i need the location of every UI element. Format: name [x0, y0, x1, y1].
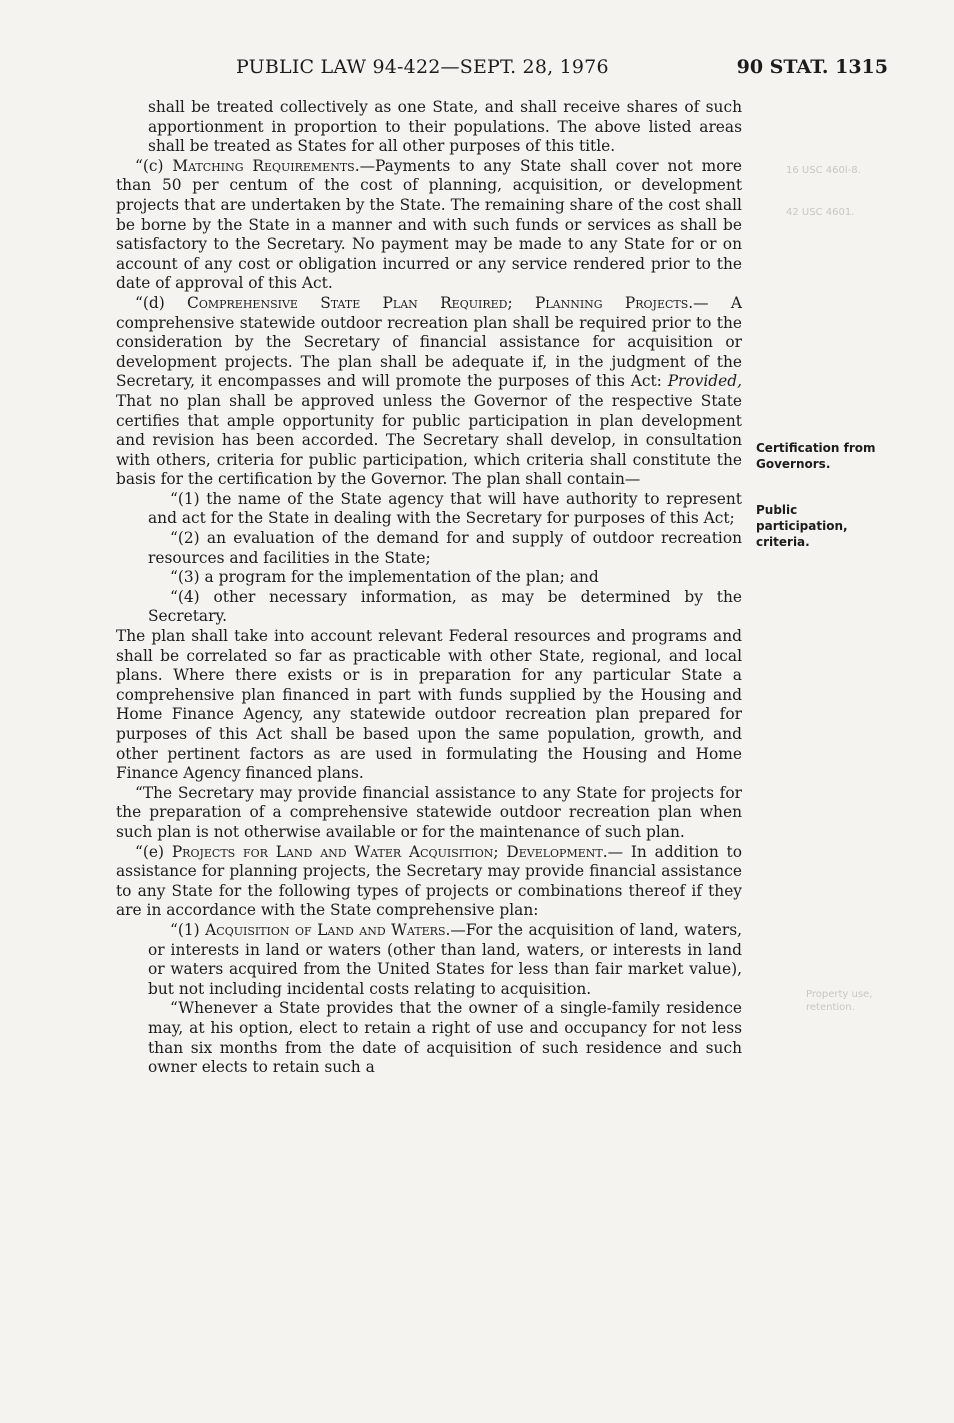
section-e1-paragraph-text: “Whenever a State provides that the owner of a single-family residence may, at his option, elect to retain a right of use and occupancy for not less than six months from the date of acquisition of such residence and such owner elects to retain such a	[148, 999, 742, 1077]
plan-item-3-text: “(3) a program for the implementation of the plan; and	[170, 568, 599, 587]
section-c-text: —Payments to any State shall cover not more than 50 per centum of the cost of planning, acquisition, or development projects that are undertaken by the State. The remaining share of the cost shall be borne by the State in a manner and with such funds or services as shall be satisfactory to the Secretary. No payment may be made to any State for or on account of any cost or obligation incurred or any service rendered prior to the date of approval of this Act.	[116, 156, 742, 293]
section-e1-heading: Acquisition of Land and Waters.	[205, 920, 451, 939]
section-e1-prefix: “(1)	[170, 920, 206, 939]
plan-item-1-text: “(1) the name of the State agency that will have authority to represent and act for the State in dealing with the Secretary for purposes of this Act;	[148, 489, 742, 528]
section-c	[116, 157, 742, 294]
plan-item-4-text: “(4) other necessary information, as may be determined by the Secretary.	[148, 587, 742, 626]
section-c-heading: Matching Requirements.	[172, 156, 360, 175]
plan-item-1	[116, 490, 742, 529]
paragraph-plan-correlation: The plan shall take into account relevant Federal resources and programs and shall be correlated so far as practicable with other State, regional, and local plans. Where there exists or is in preparation for any particular State a comprehensive plan financed in part with funds supplied by the Housing and Home Finance Agency, any statewide outdoor recreation plan prepared for purposes of this Act shall be based upon the same population, growth, and other pertinent factors as are used in formulating the Housing and Home Finance Agency financed plans.	[116, 627, 742, 783]
section-e1	[116, 921, 742, 999]
section-d-text-2: That no plan shall be approved unless the Governor of the respective State certifies that ample opportunity for public participation in plan development and revision has been accorded. The Secretary shall develop, in consultation with others, criteria for public participation, which criteria shall constitute the basis for the certification by the Governor. The plan shall contain—	[116, 391, 742, 489]
section-d-text-1: — A comprehensive statewide outdoor recreation plan shall be required prior to the consideration by the Secretary of financial assistance for acquisition or development projects. The plan shall be adequate if, in the judgment of the Secretary, it encompasses and will promote the purposes of this Act:	[116, 293, 742, 391]
section-e1-paragraph	[116, 999, 742, 1077]
page-header-title: PUBLIC LAW 94-422—SEPT. 28, 1976	[236, 56, 609, 78]
plan-item-3	[116, 568, 742, 588]
paragraph-secretary-assistance: “The Secretary may provide financial assistance to any State for projects for the preparation of a comprehensive statewide outdoor recreation plan when such plan is not otherwise available or for the maintenance of such plan.	[116, 783, 742, 841]
plan-item-4	[116, 588, 742, 627]
section-e-heading: Projects for Land and Water Acquisition; Development.	[171, 842, 608, 861]
faint-margin-note-usc-1: 16 USC 460l-8.	[786, 165, 861, 176]
section-d	[116, 294, 742, 490]
margin-note-public-participation: Public participation, criteria.	[756, 503, 848, 549]
plan-item-2	[116, 529, 742, 568]
section-e-prefix: “(e)	[135, 842, 172, 861]
paragraph-continuation: shall be treated collectively as one State, and shall receive shares of such apportionment in proportion to their populations. The above listed areas shall be treated as States for all other purposes of this title.	[148, 98, 742, 156]
plan-item-2-text: “(2) an evaluation of the demand for and supply of outdoor recreation resources and facilities in the State;	[148, 529, 742, 567]
section-e-text: — In addition to assistance for planning projects, the Secretary may provide financial assistance to any State for the following types of projects or combinations thereof if they are in accordance with the State comprehensive plan:	[116, 842, 742, 920]
body-text	[116, 98, 742, 1078]
page-header-statute: 90 STAT. 1315	[736, 56, 888, 78]
faint-margin-note-property: Property use, retention.	[806, 989, 873, 1013]
section-d-prefix: “(d)	[135, 293, 188, 312]
section-e1-text: —For the acquisition of land, waters, or interests in land or waters (other than land, waters, or interests in land or waters acquired from the United States for less than fair market value), but not including incidental costs relating to acquisition.	[148, 920, 743, 998]
section-c-prefix: “(c)	[135, 156, 173, 175]
section-e	[116, 843, 742, 921]
faint-margin-note-usc-2: 42 USC 4601.	[786, 207, 855, 218]
section-d-provided: Provided,	[667, 372, 742, 391]
section-d-heading: Comprehensive State Plan Required; Planning Projects.	[187, 293, 694, 312]
margin-note-certification: Certification from Governors.	[756, 441, 876, 471]
